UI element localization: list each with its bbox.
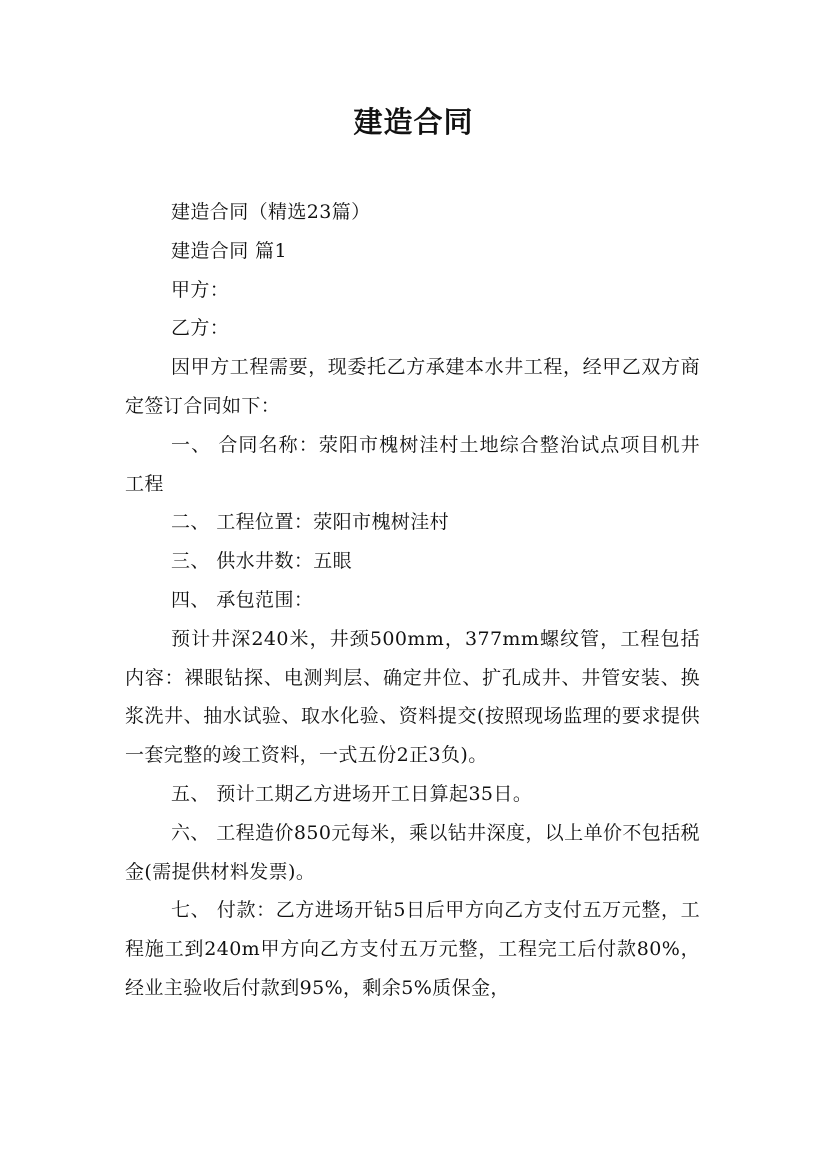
document-title: 建造合同 (353, 105, 474, 139)
paragraph-intro: 因甲方工程需要，现委托乙方承建本水井工程，经甲乙双方商定签订合同如下： (125, 356, 700, 417)
paragraph-clause-1: 一、 合同名称：荥阳市槐树洼村土地综合整治试点项目机井工程 (125, 433, 700, 495)
paragraph-party-b: 乙方： (171, 317, 230, 340)
document-body (125, 193, 700, 1008)
paragraph-clause-3: 三、 供水井数：五眼 (171, 550, 353, 573)
paragraph-clause-2: 二、 工程位置：荥阳市槐树洼村 (171, 511, 450, 534)
paragraph-clause-6: 六、 工程造价850元每米，乘以钻井深度，以上单价不包括税金(需提供材料发票)。 (125, 821, 700, 883)
paragraph-scope-details: 预计井深240米，井颈500mm，377mm螺纹管，工程包括内容：裸眼钻探、电测判层、确定井位、扩孔成井、井管安装、换浆洗井、抽水试验、取水化验、资料提交(按照现场监理的要求提供一套完整的竣工资料，一式五份2正3负)。 (125, 627, 700, 767)
paragraph-clause-5: 五、 预计工期乙方进场开工日算起35日。 (171, 782, 533, 805)
paragraph-clause-7: 七、 付款：乙方进场开钻5日后甲方向乙方支付五万元整，工程施工到240m甲方向乙方支付五万元整，工程完工后付款80%，经业主验收后付款到95%，剩余5%质保金， (125, 899, 700, 999)
paragraph-party-a: 甲方： (171, 278, 230, 301)
paragraph-clause-4: 四、 承包范围： (171, 588, 314, 611)
paragraph-section-heading: 建造合同 篇1 (171, 239, 287, 262)
paragraph-subtitle: 建造合同（精选23篇） (171, 201, 371, 223)
